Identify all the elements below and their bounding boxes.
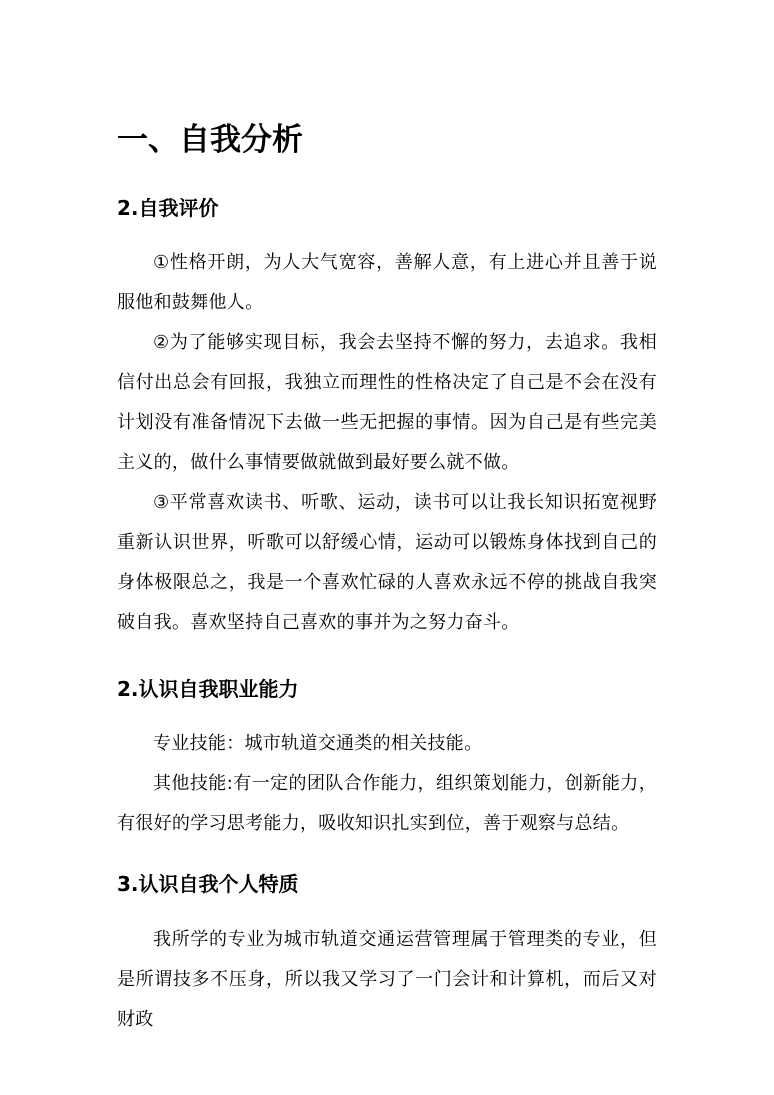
section-title-career-ability: 2.认识自我职业能力 [117, 677, 299, 701]
section-title-personal-traits: 3.认识自我个人特质 [117, 872, 299, 896]
paragraph-goals: ②为了能够实现目标，我会去坚持不懈的努力，去追求。我相信付出总会有回报，我独立而理性的性格决定了自己是不会在没有计划没有准备情况下去做一些无把握的事情。因为自己是有些完美主义的，做什么事情要做就做到最好要么就不做。 [117, 332, 657, 473]
paragraph-other-skills: 其他技能:有一定的团队合作能力，组织策划能力，创新能力，有很好的学习思考能力，吸收知识扎实到位，善于观察与总结。 [117, 773, 657, 834]
page-title: 一、自我分析 [117, 122, 303, 158]
paragraph-professional-skills: 专业技能：城市轨道交通类的相关技能。 [153, 733, 483, 754]
paragraph-personality: ①性格开朗，为人大气宽容，善解人意，有上进心并且善于说服他和鼓舞他人。 [117, 252, 657, 313]
section-title-self-evaluation: 2.自我评价 [117, 196, 219, 220]
paragraph-major: 我所学的专业为城市轨道交通运营管理属于管理类的专业，但是所谓技多不压身，所以我又学习了一门会计和计算机，而后又对财政 [117, 929, 657, 1030]
paragraph-hobbies: ③平常喜欢读书、听歌、运动，读书可以让我长知识拓宽视野重新认识世界，听歌可以舒缓心情，运动可以锻炼身体找到自己的身体极限总之，我是一个喜欢忙碌的人喜欢永远不停的挑战自我突破自我。喜欢坚持自己喜欢的事并为之努力奋斗。 [117, 492, 657, 633]
